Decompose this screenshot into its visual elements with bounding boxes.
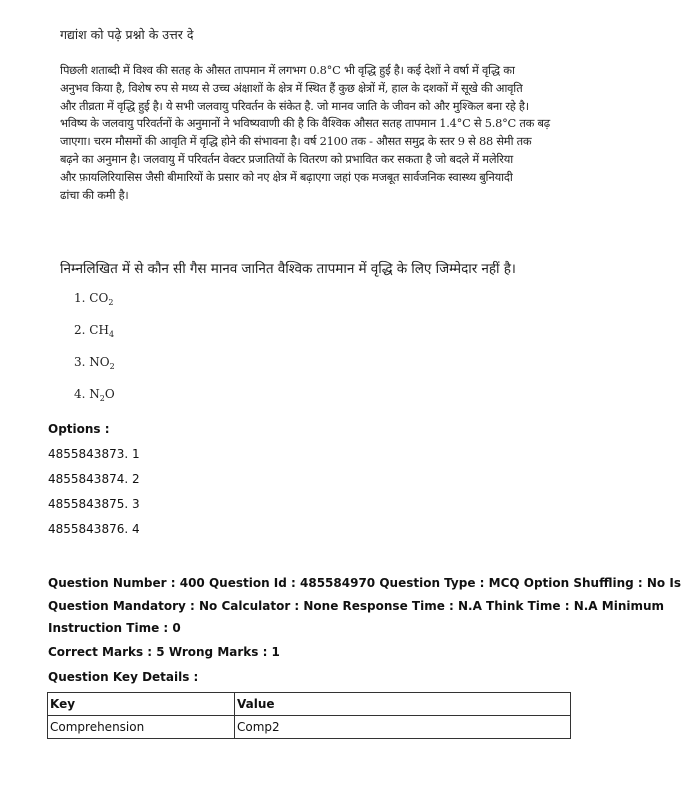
- column-header-value: Value: [235, 693, 571, 716]
- choice-number: 2.: [74, 323, 86, 337]
- option-item: 4855843875. 3: [48, 497, 140, 511]
- passage-text: [60, 62, 550, 204]
- passage-line: बढ़ने का अनुमान है। जलवायु में परिवर्तन वेक्टर प्रजातियों के वितरण को प्रभावित कर सकता है जो बदले में मलेरिया: [60, 151, 513, 166]
- choice-number: 4.: [74, 387, 86, 401]
- question-text: निम्नलिखित में से कौन सी गैस मानव जानित वैश्विक तापमान में वृद्धि के लिए जिम्मेदार नहीं है।: [60, 261, 516, 277]
- option-item: 4855843873. 1: [48, 447, 140, 461]
- passage-line: और फ़ायलिरियासिस जैसी बीमारियों के प्रसार को नए क्षेत्र में बढ़ाएगा जहां एक मजबूत सार्वजनिक स्वास्थ्य बुनियादी: [60, 169, 513, 184]
- option-item: 4855843874. 2: [48, 472, 140, 486]
- table-header-row: [48, 693, 571, 716]
- choice-number: 1.: [74, 291, 86, 305]
- table-cell-key: Comprehension: [48, 716, 235, 739]
- passage-line: अनुभव किया है, विशेष रुप से मध्य से उच्च अंक्षाशों के क्षेत्र में स्थित हैं कुछ क्षेत्रों में, हाल के दशकों में सूखे की आवृति: [60, 80, 523, 95]
- answer-choice: [74, 386, 115, 418]
- choice-formula: $NO_2$: [89, 355, 115, 371]
- answer-choice: [74, 354, 115, 386]
- metadata-line: Instruction Time : 0: [48, 621, 181, 635]
- passage-line: ढांचा की कमी है।: [60, 187, 129, 202]
- passage-line: जाएगा। चरम मौसमों की आवृति में वृद्धि होने की संभावना है। वर्ष 2100 तक - औसत समुद्र के स्तर 9 से 88 सेमी तक: [60, 134, 532, 149]
- choice-formula: $CH_4$: [89, 323, 115, 339]
- key-details-table: [47, 692, 571, 739]
- answer-choice: [74, 290, 115, 322]
- options-label: Options :: [48, 422, 110, 436]
- table-row: [48, 716, 571, 739]
- key-details-label: Question Key Details :: [48, 670, 199, 684]
- metadata-line: Question Number : 400 Question Id : 485584970 Question Type : MCQ Option Shuffling : No Is: [48, 576, 681, 590]
- choice-number: 3.: [74, 355, 86, 369]
- passage-line: और तीव्रता में वृद्धि हुई है। ये सभी जलवायु परिवर्तन के संकेत है. जो मानव जाति के जीवन को और मुश्किल बना रहे है।: [60, 98, 529, 113]
- table-cell-value: Comp2: [235, 716, 571, 739]
- passage-line: पिछली शताब्दी में विश्व की सतह के औसत तापमान में लगभग 0.8°C भी वृद्धि हुई है। कई देशों ने वर्षा में वृद्धि का: [60, 63, 515, 77]
- choice-formula: $CO_2$: [89, 291, 114, 307]
- column-header-key: Key: [48, 693, 235, 716]
- passage-heading: गद्यांश को पढ़े प्रश्नो के उत्तर दे: [60, 27, 194, 42]
- passage-line: भविष्य के जलवायु परिवर्तनों के अनुमानों ने भविष्यवाणी की है कि वैश्विक औसत सतह तापमान 1.4°C से 5.8°C तक बढ़: [60, 116, 550, 131]
- answer-choice: [74, 322, 115, 354]
- answer-choices: [74, 290, 115, 418]
- option-item: 4855843876. 4: [48, 522, 140, 536]
- metadata-line: Question Mandatory : No Calculator : None Response Time : N.A Think Time : N.A Minimum: [48, 598, 665, 613]
- marks-line: Correct Marks : 5 Wrong Marks : 1: [48, 645, 280, 659]
- choice-formula: $N_2O$: [89, 387, 115, 403]
- question-metadata: [48, 572, 681, 640]
